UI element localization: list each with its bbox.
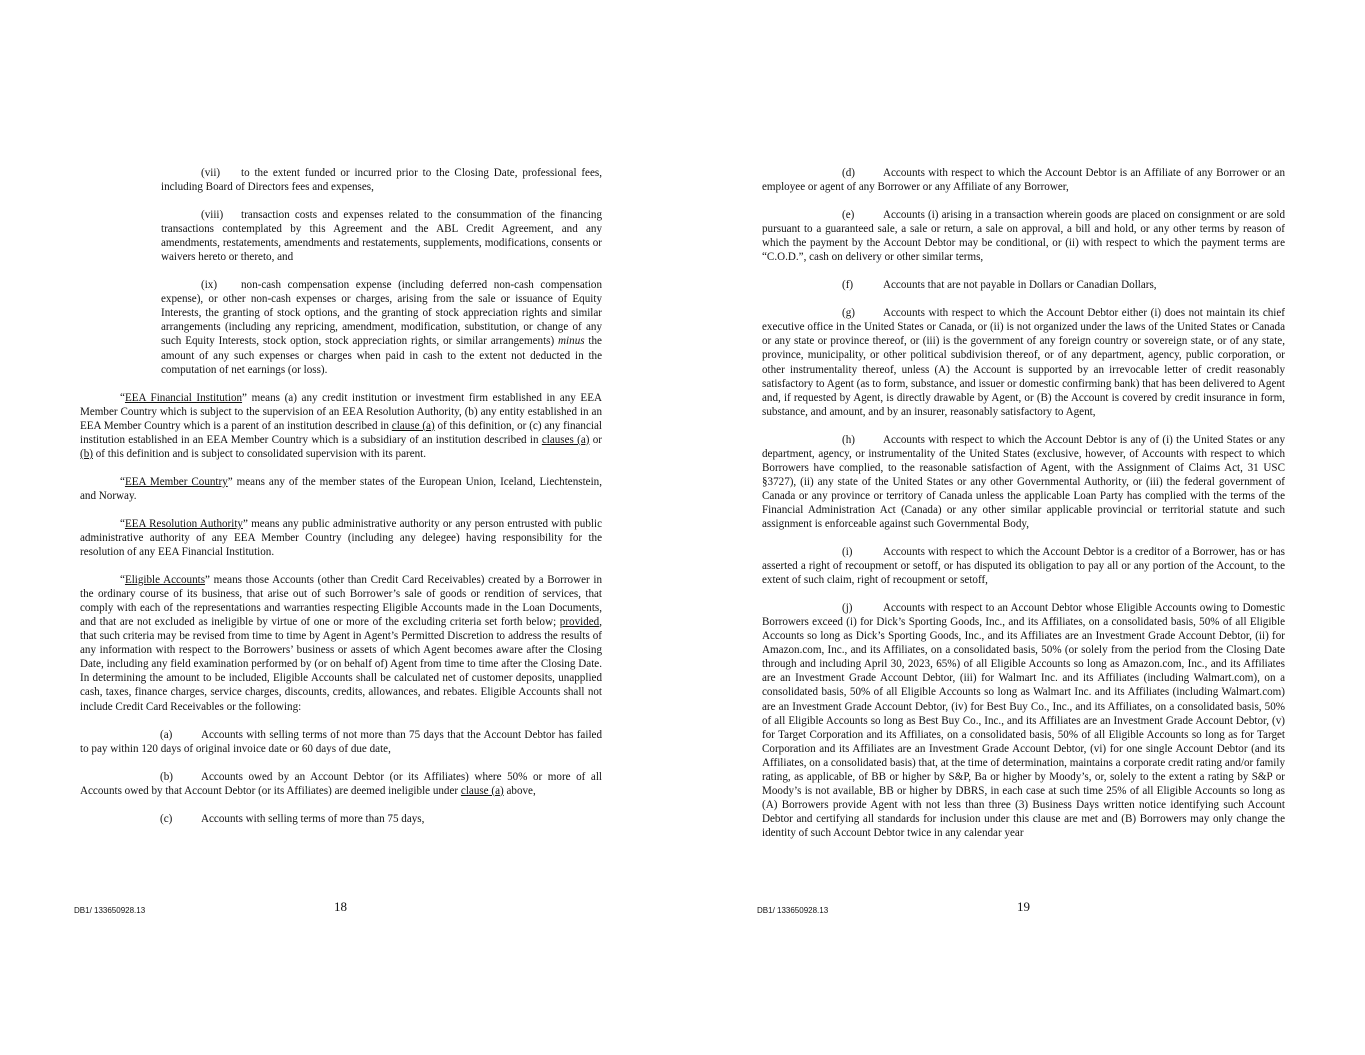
clause-c [80,812,602,826]
clause-number: (d) [842,167,855,179]
clause-text: the amount of any such expenses or charges when paid in cash to the extent not deducted in the computation of net earnings (or loss). [161,335,602,376]
clause-e [762,208,1285,264]
clause-emphasis: minus [558,335,585,348]
clause-number: (h) [842,433,855,446]
quote-mark: “ [120,391,125,404]
defined-term: EEA Member Country [124,475,228,488]
clause-text: to the extent funded or incurred prior to the Closing Date, professional fees, including Board of Directors fees and expenses, [161,167,602,194]
clause-number: (i) [842,546,853,559]
clause-text: Accounts with selling terms of more than 75 days, [201,812,425,825]
clause-b [80,770,602,798]
clause-f [762,278,1285,292]
clause-text: above, [506,784,536,797]
clause-number: (e) [842,209,855,222]
clause-number: (b) [160,770,173,783]
definition-text: of this definition, or (c) any financial institution established in an EEA Member Country which is a subsidiary of an institution described in [80,419,602,446]
clause-number: (viii) [201,209,224,222]
clause-number: (vii) [201,167,221,179]
clause-viii [80,208,602,264]
quote-mark: “ [120,574,125,587]
quote-mark: “ [120,475,125,488]
quote-mark: “ [120,517,125,530]
definition-text: ” means those Accounts (other than Credit Card Receivables) created by a Borrower in the ordinary course of its business, that arise out of such Borrower’s sale of goods or rendition of services, that comply with each of the representations and warranties respecting Eligible Accounts made in the Loan Documents, and that are not excluded as ineligible by virtue of one or more of the excluding criteria set forth below; [80,574,602,629]
clause-ix [80,278,602,376]
clause-g [762,306,1285,418]
clause-text: Accounts with respect to which the Account Debtor is an Affiliate of any Borrower or an employee or agent of any Borrower or any Affiliate of any Borrower, [762,167,1285,194]
document-id: DB1/ 133650928.13 [74,906,146,915]
definition-text: ” means any of the member states of the European Union, Iceland, Liechtenstein, and Norway. [80,475,603,502]
clause-vii [80,166,602,194]
page-number: 18 [334,899,347,914]
clause-text: Accounts that are not payable in Dollars or Canadian Dollars, [883,279,1157,292]
clause-text: Accounts with respect to which the Account Debtor either (i) does not maintain its chief executive office in the United States or Canada, or (ii) is not organized under the laws of the United States or Canada or any state or province thereof, or (iii) is the government of any foreign country or sovereign state, or of any state, province, municipality, or other political subdivision thereof, or of any department, agency, public corporation, or other instrumentality thereof, unless (A) the Account is supported by an irrevocable letter of credit reasonably satisfactory to Agent (as to form, substance, and issuer or domestic confirming bank) that has been delivered to Agent and, if requested by Agent, is directly drawable by Agent, or (B) the Account is covered by credit insurance in form, substance, and amount, and by an insurer, reasonably satisfactory to Agent, [762,307,1285,418]
clause-number: (a) [160,728,173,741]
clause-number: (ix) [201,279,218,292]
definition-text: ” means (a) any credit institution or investment firm established in any EEA Member Country which is subject to the supervision of an EEA Resolution Authority, (b) any entity established in an EEA Member Country which is a parent of an institution described in [80,391,602,432]
definition-text: of this definition and is subject to consolidated supervision with its parent. [95,447,427,460]
cross-reference: clause (a) [460,784,504,797]
clause-number: (f) [842,279,854,292]
clause-text: Accounts (i) arising in a transaction wherein goods are placed on consignment or are sold pursuant to a guaranteed sale, a sale or return, a sale on approval, a bill and hold, or any other terms by reason of which the payment by the Account Debtor may be conditional, or (ii) with respect to which the payment terms are “C.O.D.”, cash on delivery or other similar terms, [762,209,1285,264]
clause-d [762,166,1285,194]
definition-eea-member-country [80,475,602,503]
clause-text: Accounts with respect to an Account Debtor whose Eligible Accounts owing to Domestic Borrowers exceed (i) for Dick’s Sporting Goods, Inc., and its Affiliates, on a consolidated basis, 50% of all Eligible Accounts so long as Dick’s Sporting Goods, Inc., and its Affiliates are an Investment Grade Account Debtor, (ii) for Amazon.com, Inc., and its Affiliates, on a consolidated basis, 50% (or solely from the period from the Closing Date through and including April 30, 2023, 65%) of all Eligible Accounts so long as Amazon.com, Inc., and its Affiliates are an Investment Grade Account Debtor, (iii) for Walmart Inc. and its Affiliates (including Walmart.com), on a consolidated basis, 50% of all Eligible Accounts so long as Walmart Inc. and its Affiliates (including Walmart.com) are an Investment Grade Account Debtor, (iv) for Best Buy Co., Inc., and its Affiliates, on a consolidated basis, 50% of all Eligible Accounts so long as Best Buy Co., Inc., and its Affiliates are an Investment Grade Account Debtor, (v) for Target Corporation and its Affiliates, on a consolidated basis, 50% of all Eligible Accounts so long as for Target Corporation and its Affiliates are an Investment Grade Account Debtor, (vi) for one single Account Debtor (and its Affiliates, on a consolidated basis) that, at the time of determination, maintains a corporate credit rating and/or family rating, as applicable, of BB or higher by S&P, Ba or higher by Moody’s, or, solely to the extent a rating by S&P or Moody’s is not available, BB or higher by DBRS, in each case at such time 25% of all Eligible Accounts so long as (A) Borrowers provide Agent with not less than three (3) Business Days written notice identifying such Account Debtor and certifying all standards for inclusion under this clause are met and (B) Borrowers may only change the identity of such Account Debtor twice in any calendar year [762,602,1285,839]
clause-text: Accounts with respect to which the Account Debtor is a creditor of a Borrower, has or has asserted a right of recoupment or setoff, or has disputed its obligation to pay all or any portion of the Account, to the extent of such claim, right of recoupment or setoff, [762,546,1285,587]
clause-a [80,728,602,756]
clause-number: (g) [842,307,855,320]
definition-text: or [592,433,602,446]
defined-term: Eligible Accounts [124,574,206,587]
defined-term: EEA Resolution Authority [124,517,243,530]
document-id: DB1/ 133650928.13 [757,906,829,915]
clause-number: (j) [842,602,853,615]
cross-reference: clause (a) [391,419,435,432]
definition-eea-financial-institution [80,391,602,461]
page-number: 19 [1017,899,1030,914]
cross-reference: (b) [80,447,93,460]
clause-text: Accounts with respect to which the Account Debtor is any of (i) the United States or any department, agency, or instrumentality of the United States (exclusive, however, of Accounts with respect to which Borrowers have complied, to the reasonable satisfaction of Agent, with the Assignment of Claims Act, 31 USC §3727), (ii) any state of the United States or any other Governmental Authority, or (iii) the federal government of Canada or any province or territory of Canada unless the applicable Loan Party has complied with the terms of the Financial Administration Act (Canada) or any other similar applicable provincial or territorial statute and such assignment is enforceable against such Governmental Body, [762,433,1285,530]
definition-eligible-accounts [80,573,602,713]
definition-eea-resolution-authority [80,517,602,559]
clause-text: Accounts owed by an Account Debtor (or its Affiliates) where 50% or more of all Accounts owed by that Account Debtor (or its Affiliates) are deemed ineligible under [80,770,602,797]
clause-number: (c) [160,812,173,825]
definition-text: , that such criteria may be revised from time to time by Agent in Agent’s Permitted Discretion to address the results of any information with respect to the Borrowers’ business or assets of which Agent becomes aware after the Closing Date, including any field examination performed by (or on behalf of) Agent from time to time after the Closing Date. In determining the amount to be included, Eligible Accounts shall be calculated net of customer deposits, unapplied cash, taxes, finance charges, service charges, discounts, credits, allowances, and rebates. Eligible Accounts shall not include Credit Card Receivables or the following: [80,616,603,713]
page-18-body [80,166,602,840]
defined-term: EEA Financial Institution [124,391,243,404]
clause-text: non-cash compensation expense (including deferred non-cash compensation expense), or other non-cash expenses or charges, arising from the sale or issuance of Equity Interests, the granting of stock options, and the granting of stock appreciation rights and similar arrangements (including any repricing, amendment, modification, substitution, or change of any such Equity Interests, stock option, stock appreciation rights, or similar arrangements) [161,279,602,348]
clause-text: transaction costs and expenses related to the consummation of the financing transactions contemplated by this Agreement and the ABL Credit Agreement, and any amendments, restatements, amendments and restatements, supplements, modifications, consents or waivers hereto or thereto, and [161,209,602,264]
clause-i [762,545,1285,587]
cross-reference: clauses (a) [541,433,590,446]
clause-h [762,433,1285,531]
clause-text: Accounts with selling terms of not more than 75 days that the Account Debtor has failed to pay within 120 days of original invoice date or 60 days of due date, [80,728,602,755]
page-19-body [762,166,1285,854]
page-19 [683,0,1365,1055]
cross-reference: provided [559,616,600,629]
definition-text: ” means any public administrative authority or any person entrusted with public administrative authority of any EEA Member Country (including any delegee) having responsibility for the resolution of any EEA Financial Institution. [80,517,602,559]
page-18 [0,0,682,1055]
clause-j [762,601,1285,840]
